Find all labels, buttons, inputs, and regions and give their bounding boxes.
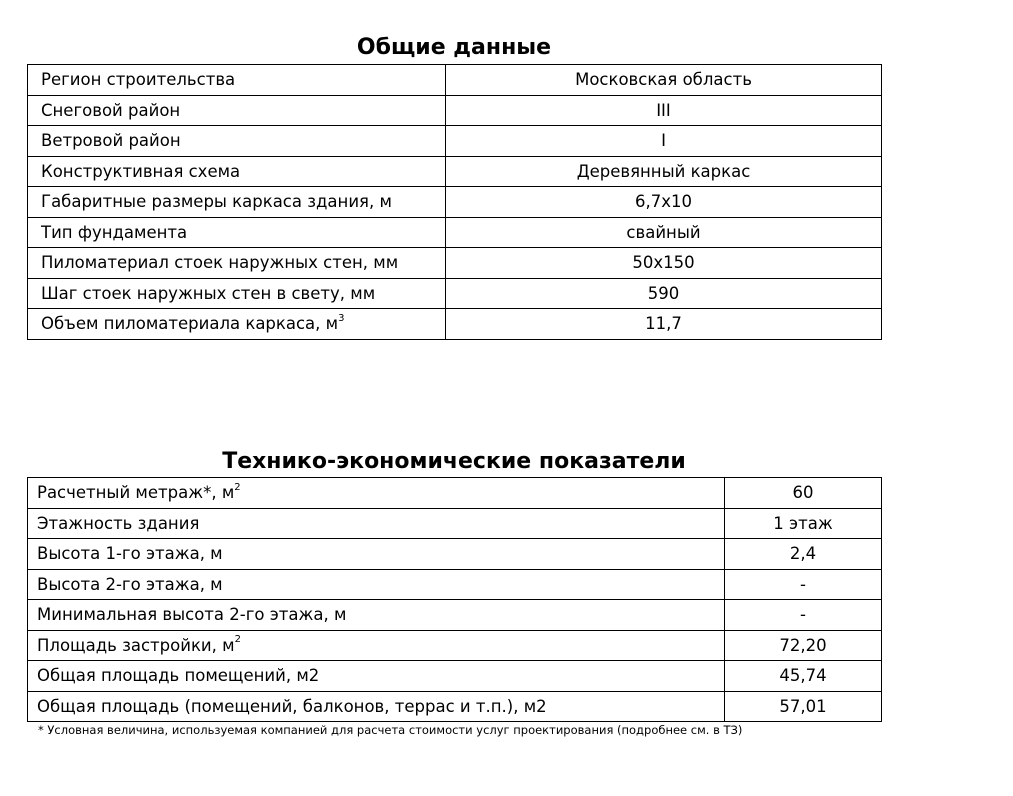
row-label-text: Пиломатериал стоек наружных стен, мм	[41, 253, 399, 273]
row-label	[28, 65, 446, 96]
row-value: -	[725, 569, 882, 600]
row-value: 45,74	[725, 661, 882, 692]
table-row	[28, 539, 882, 570]
table-row	[28, 65, 882, 96]
table-row	[28, 478, 882, 509]
table-row	[28, 600, 882, 631]
row-label-text: Высота 2-го этажа, м	[37, 574, 223, 594]
tech-indicators-table	[27, 477, 882, 722]
row-label	[28, 95, 446, 126]
row-value: III	[446, 95, 882, 126]
row-label-text: Площадь застройки, м	[37, 635, 235, 655]
row-value: Деревянный каркас	[446, 156, 882, 187]
row-value: -	[725, 600, 882, 631]
row-value: 1 этаж	[725, 508, 882, 539]
row-value: Московская область	[446, 65, 882, 96]
row-label	[28, 248, 446, 279]
row-label-text: Ветровой район	[41, 131, 181, 151]
unit-superscript: 2	[234, 481, 241, 493]
table-row	[28, 156, 882, 187]
table-row	[28, 691, 882, 722]
row-value: свайный	[446, 217, 882, 248]
row-label-text: Высота 1-го этажа, м	[37, 544, 223, 564]
table-row	[28, 630, 882, 661]
row-label-text: Минимальная высота 2-го этажа, м	[37, 605, 347, 625]
row-value: 60	[725, 478, 882, 509]
row-label	[28, 630, 725, 661]
table-row	[28, 187, 882, 218]
row-label	[28, 156, 446, 187]
general-data-title: Общие данные	[356, 35, 552, 60]
row-value: 50х150	[446, 248, 882, 279]
row-label-text: Снеговой район	[41, 100, 181, 120]
tech-indicators-title: Технико-экономические показатели	[222, 449, 686, 474]
row-label-text: Шаг стоек наружных стен в свету, мм	[41, 283, 376, 303]
row-value: 11,7	[446, 309, 882, 340]
table-row	[28, 508, 882, 539]
row-label-text: Общая площадь помещений, м2	[37, 666, 320, 686]
table-row	[28, 661, 882, 692]
row-label	[28, 126, 446, 157]
row-label	[28, 278, 446, 309]
row-label-text: Тип фундамента	[41, 222, 188, 242]
row-value: 57,01	[725, 691, 882, 722]
row-label-text: Объем пиломатериала каркаса, м	[41, 314, 339, 334]
unit-superscript: 2	[234, 634, 241, 646]
general-data-table	[27, 64, 882, 340]
table-row	[28, 248, 882, 279]
table-row	[28, 126, 882, 157]
row-label	[28, 478, 725, 509]
row-label	[28, 569, 725, 600]
row-label	[28, 217, 446, 248]
row-label-text: Габаритные размеры каркаса здания, м	[41, 192, 392, 212]
row-label	[28, 309, 446, 340]
footnote: * Условная величина, используемая компанией для расчета стоимости услуг проектирования (подробнее см. в ТЗ)	[38, 723, 743, 737]
row-label-text: Регион строительства	[41, 70, 236, 90]
row-label	[28, 187, 446, 218]
row-label	[28, 691, 725, 722]
row-label-text: Расчетный метраж*, м	[37, 483, 235, 503]
table-row	[28, 217, 882, 248]
row-label-text: Общая площадь (помещений, балконов, террас и т.п.), м2	[37, 696, 547, 716]
row-label	[28, 661, 725, 692]
row-value: 6,7х10	[446, 187, 882, 218]
table-row	[28, 95, 882, 126]
row-label-text: Конструктивная схема	[41, 161, 241, 181]
row-label	[28, 600, 725, 631]
row-value: 590	[446, 278, 882, 309]
row-value: I	[446, 126, 882, 157]
row-value: 72,20	[725, 630, 882, 661]
table-row	[28, 278, 882, 309]
unit-superscript: 3	[338, 312, 345, 324]
row-label	[28, 508, 725, 539]
table-row	[28, 569, 882, 600]
table-row	[28, 309, 882, 340]
row-value: 2,4	[725, 539, 882, 570]
row-label-text: Этажность здания	[37, 513, 200, 533]
row-label	[28, 539, 725, 570]
